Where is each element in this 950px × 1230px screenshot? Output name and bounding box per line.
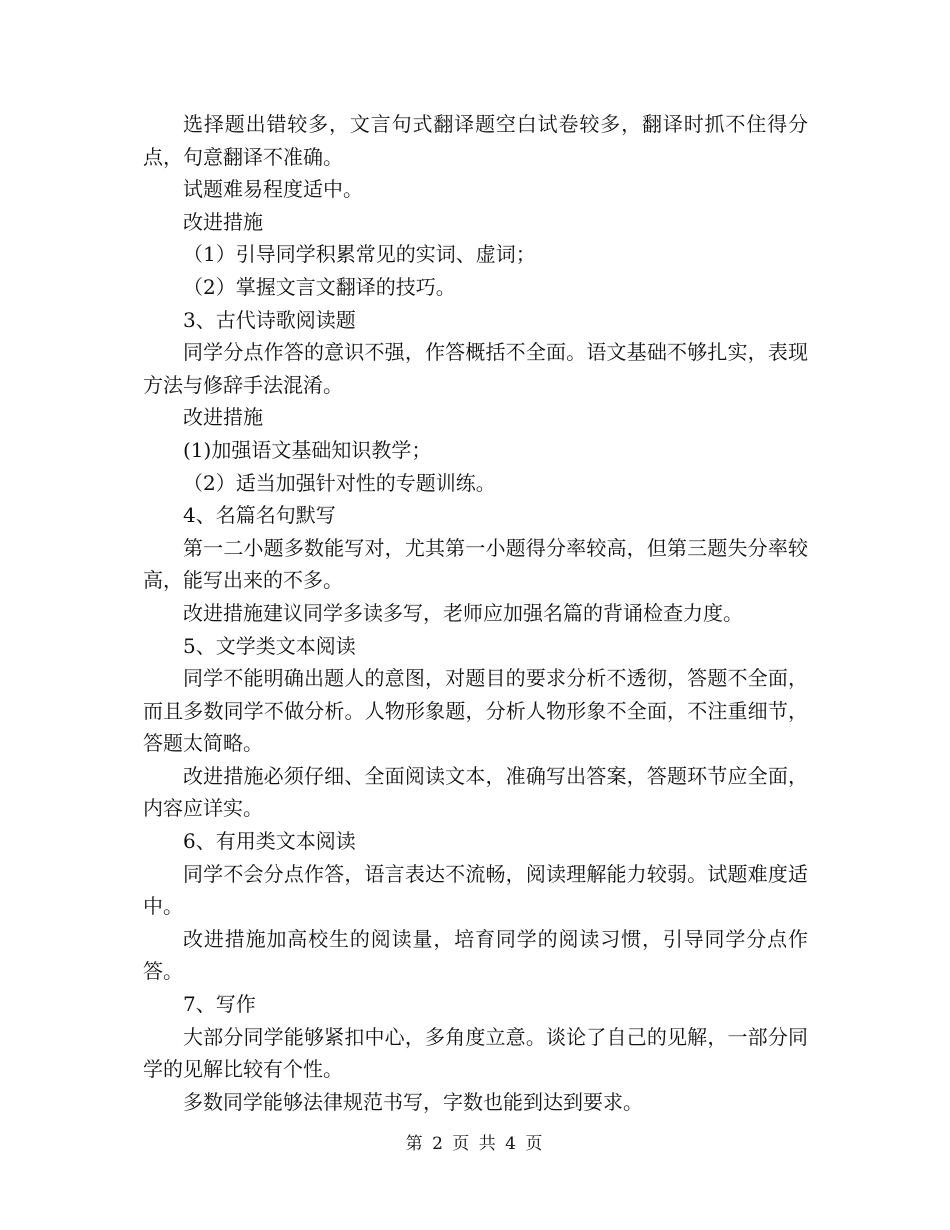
paragraph: 选择题出错较多，文言句式翻译题空白试卷较多，翻译时抓不住得分点，句意翻译不准确。 [143,112,808,169]
paragraph: 改进措施建议同学多读多写，老师应加强名篇的背诵检查力度。 [183,600,743,625]
paragraph: 改进措施 [183,405,263,430]
paragraph: 多数同学能够法律规范书写，字数也能到达到要求。 [183,1089,643,1114]
paragraph: 改进措施 [183,209,263,234]
paragraph: （2）适当加强针对性的专题训练。 [183,470,496,495]
paragraph: 第一二小题多数能写对，尤其第一小题得分率较高，但第三题失分率较高，能写出来的不多。 [143,535,808,593]
page-number: 第 2 页 共 4 页 [405,1134,545,1154]
section-heading: 3、古代诗歌阅读题 [183,307,356,332]
paragraph: 改进措施必须仔细、全面阅读文本，准确写出答案，答题环节应全面，内容应详实。 [143,763,808,821]
paragraph: (1)加强语文基础知识教学； [183,437,432,462]
paragraph: 同学不会分点作答，语言表达不流畅，阅读理解能力较弱。试题难度适中。 [143,861,808,919]
body-text [143,108,808,1118]
paragraph: 试题难易程度适中。 [183,177,363,202]
section-heading: 6、有用类文本阅读 [183,829,356,854]
paragraph: 大部分同学能够紧扣中心，多角度立意。谈论了自己的见解，一部分同学的见解比较有个性。 [143,1024,808,1082]
paragraph: 同学分点作答的意识不强，作答概括不全面。语文基础不够扎实，表现方法与修辞手法混淆。 [143,340,808,397]
paragraph: （1）引导同学积累常见的实词、虚词； [183,242,536,267]
section-heading: 7、写作 [183,992,256,1017]
paragraph: 改进措施加高校生的阅读量，培育同学的阅读习惯，引导同学分点作答。 [143,926,808,984]
section-heading: 4、名篇名句默写 [183,503,336,528]
paragraph: 同学不能明确出题人的意图，对题目的要求分析不透彻，答题不全面，而且多数同学不做分析。人物形象题，分析人物形象不全面，不注重细节，答题太简略。 [143,666,808,756]
paragraph: （2）掌握文言文翻译的技巧。 [183,274,456,299]
section-heading: 5、文学类文本阅读 [183,633,356,658]
